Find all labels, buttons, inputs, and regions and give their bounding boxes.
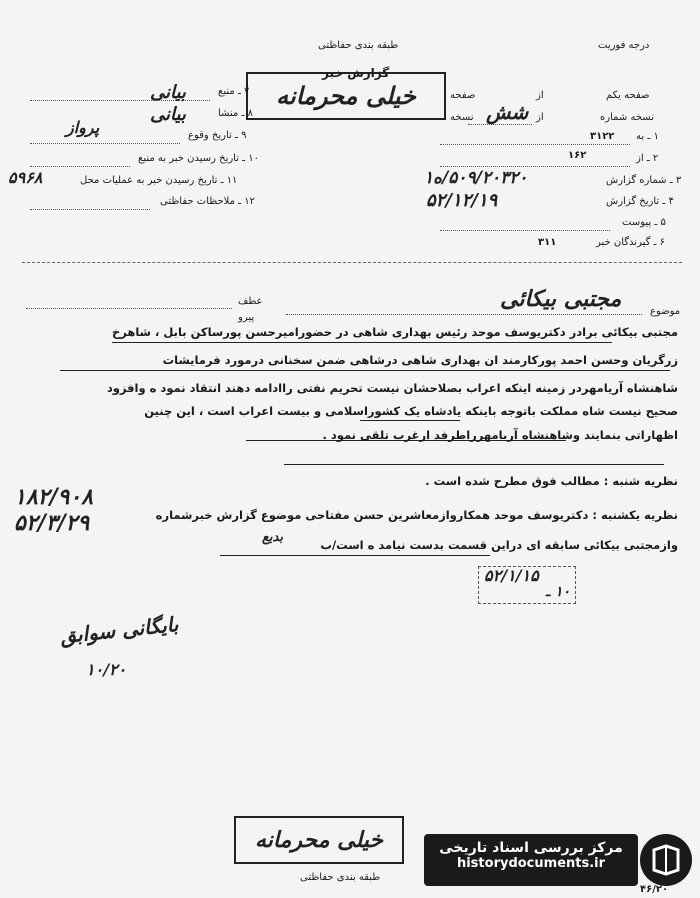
item-to-label: ۱ ـ به: [636, 131, 659, 142]
report-number-hand: ۵۰۹/۲۰۳۲۰/ه۱: [424, 168, 528, 188]
follow-label: پیرو: [238, 312, 255, 323]
date-stamp: ۵۲/۱/۱۵: [484, 566, 539, 585]
origin-hand: پرواز: [66, 118, 100, 137]
classification-label-top: طبقه بندی حفاظتی: [318, 40, 399, 51]
page-code: ۴۶/۲۰: [640, 884, 669, 895]
report-title: گزارش خبر: [322, 66, 390, 80]
item-from-value: ۱۶۲: [568, 150, 587, 161]
ref-label: عطف: [238, 296, 263, 307]
receipt-number: ۱۰ ـ: [546, 584, 571, 600]
left-date-hand: ۵۲/۳/۲۹: [14, 510, 90, 536]
page-prefix: صفحه یکم: [606, 90, 650, 101]
body-line-8: وازمجتبی بیکائی سابقه ای دراین قسمت بدست نیامد ه است/ب: [320, 538, 678, 552]
stamp-top-text: خیلی محرمانه: [276, 81, 416, 110]
top-classification-stamp: [246, 72, 446, 120]
classification-label-bottom: طبقه بندی حفاظتی: [300, 872, 381, 883]
item-from-label: ۲ ـ از: [636, 153, 659, 164]
item-news-to-ops-date: ۱۱ ـ تاریخ رسیدن خبر به عملیات محل: [80, 175, 238, 186]
body-line-7: نظریه یکشنبه : دکتریوسف موحد همکاروازمعاشرین حسن مفتاحی موضوع گزارش خبرشماره: [155, 508, 678, 522]
copy-label: نسخه: [450, 112, 474, 123]
signature-note: بایگانی سوابق: [59, 611, 180, 649]
subject-label: موضوع: [650, 306, 681, 317]
item-to-value: ۳۱۲۲: [590, 131, 615, 142]
body-line-1: مجتبی بیکائی برادر دکتریوسف موحد رئیس بهداری شاهی در حضورامیرحسن پورساکن بابل ، شاهرخ: [111, 325, 678, 339]
item-source-label: ۷ ـ منبع: [218, 86, 250, 97]
item-recipients-value: ۳۱۱: [538, 237, 557, 248]
body-line-4: صحیح نیست شاه مملکت باتوجه باینکه یادشاه یک کشوراسلامی و بیست اعراب است ، این چنین: [144, 404, 678, 418]
body-line-5: اظهاراتی بنمایند وشاهنشاه آریامهرراطرفد ارغرب تلقی نمود .: [322, 428, 678, 442]
copy-prefix: نسخه شماره: [600, 112, 654, 123]
subject-value: مجتبی بیکائی: [500, 286, 622, 312]
source-hand: بیانی: [150, 82, 186, 103]
watermark-logo-icon: [640, 834, 692, 886]
watermark-url: historydocuments.ir: [456, 856, 606, 871]
item-report-number-label: ۳ ـ شماره گزارش: [606, 175, 682, 186]
item-origin-label: ۸ ـ منشا: [218, 108, 254, 119]
copy-handwritten: شش: [486, 100, 529, 124]
report-date-hand: ۵۲/۱۲/۱۹: [426, 190, 498, 211]
stamp-bottom-text: خیلی محرمانه: [254, 827, 384, 853]
watermark-box: [424, 834, 638, 886]
item-attachment-label: ۵ ـ پیوست: [622, 217, 666, 228]
left-number-hand: ۱۸۲/۹۰۸: [14, 484, 93, 510]
page-of: از: [536, 90, 544, 101]
item-occurrence-date: ۹ ـ تاریخ وقوع: [188, 130, 247, 141]
item-report-date-label: ۴ ـ تاریخ گزارش: [606, 196, 674, 207]
signature-sub: ۱۰/۲۰: [86, 660, 127, 679]
body-line-6: نظریه شنبه : مطالب فوق مطرح شده است .: [425, 474, 678, 488]
copy-of: از: [536, 112, 544, 123]
bottom-classification-stamp: [234, 816, 404, 864]
origin-hand-source: بیانی: [150, 104, 186, 125]
item-recipients-label: ۶ ـ گیرندگان خبر: [596, 237, 666, 248]
code-hand: ۵۹۶۸: [8, 168, 43, 187]
item-security-notes: ۱۲ ـ ملاحظات حفاظتی: [160, 196, 255, 207]
header-divider: [22, 262, 682, 263]
page-label: صفحه: [450, 90, 476, 101]
approval-mark: بدیع: [262, 530, 283, 545]
body-line-2: زرگریان وحسن احمد پورکارمند ان بهداری شاهی درشاهی ضمن سخنانی درمورد فرمایشات: [162, 353, 678, 367]
priority-label: درجه فوریت: [598, 40, 650, 51]
item-news-to-source-date: ۱۰ ـ تاریخ رسیدن خبر به منبع: [138, 153, 260, 164]
body-line-3: شاهنشاه آریامهردر زمینه اینکه اعراب بصلاحشان نیست تحریم نفتی راادامه دهند انتقاد نمود ه وافزود: [106, 381, 678, 395]
watermark-title: مرکز بررسی اسناد تاریخی: [439, 840, 623, 856]
